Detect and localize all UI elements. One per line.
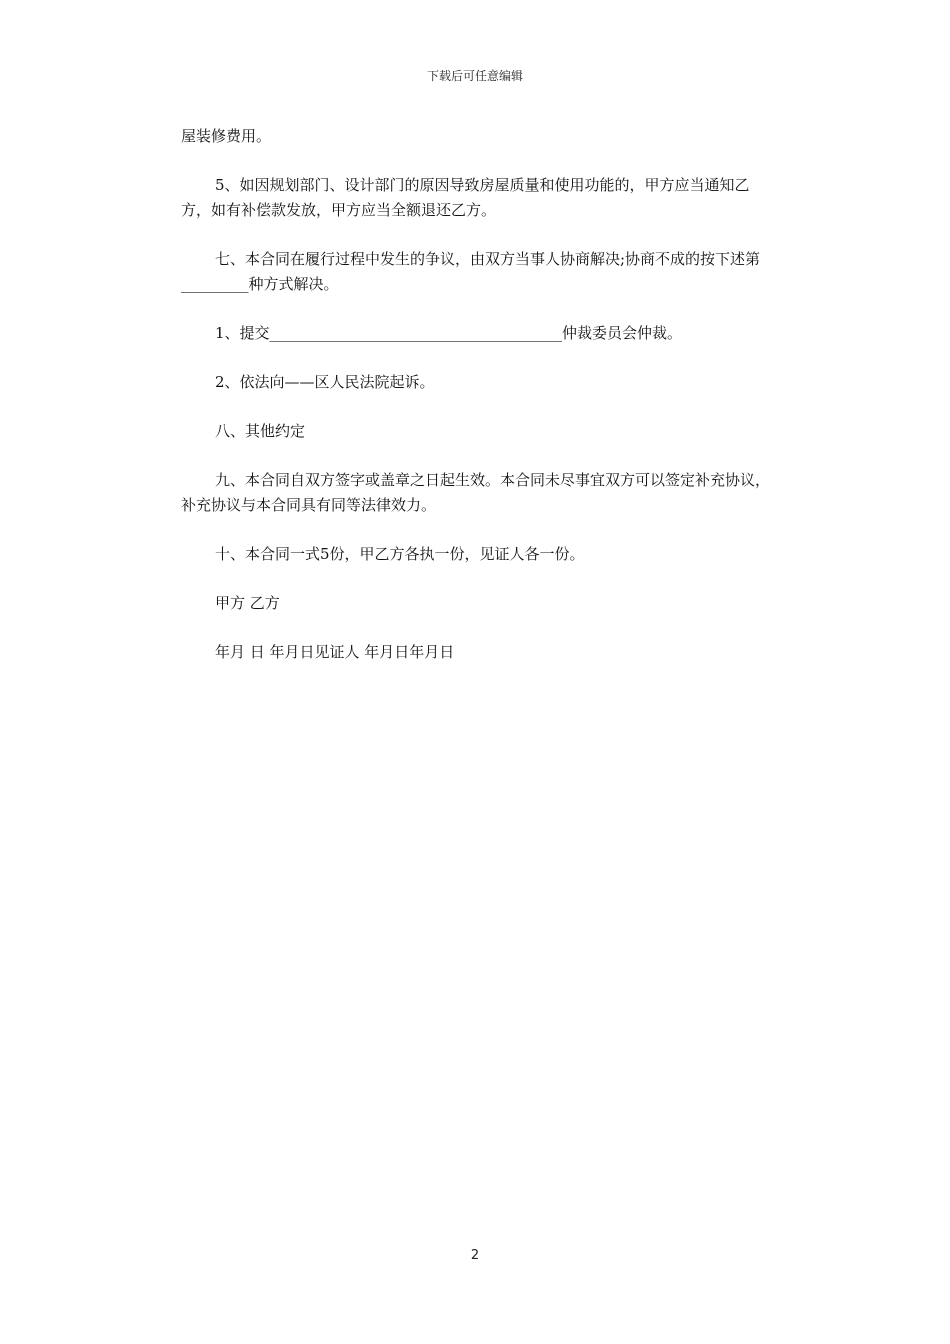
page-header: 下载后可任意编辑 bbox=[426, 69, 523, 83]
paragraph-continuation: 屋装修费用。 bbox=[181, 127, 272, 145]
paragraph-clause-10: 十、本合同一式5份，甲乙方各执一份，见证人各一份。 bbox=[215, 545, 585, 563]
paragraph-arbitration: 1、提交_______________________________________仲裁委员会仲裁。 bbox=[215, 324, 683, 342]
paragraph-dates: 年月 日 年月日见证人 年月日年月日 bbox=[215, 643, 455, 661]
paragraph-parties: 甲方 乙方 bbox=[215, 594, 280, 612]
paragraph-clause-9: 九、本合同自双方签字或盖章之日起生效。本合同未尽事宜双方可以签定补充协议，补充协议与本合同具有同等法律效力。 bbox=[181, 471, 771, 514]
paragraph-clause-5: 5、如因规划部门、设计部门的原因导致房屋质量和使用功能的，甲方应当通知乙方，如有补偿款发放，甲方应当全额退还乙方。 bbox=[181, 176, 750, 219]
paragraph-clause-7: 七、本合同在履行过程中发生的争议，由双方当事人协商解决;协商不成的按下述第_________种方式解决。 bbox=[181, 250, 761, 293]
paragraph-clause-8: 八、其他约定 bbox=[215, 422, 306, 440]
page-number: 2 bbox=[470, 1248, 480, 1263]
document-body bbox=[181, 124, 771, 665]
paragraph-court: 2、依法向——区人民法院起诉。 bbox=[215, 373, 435, 391]
